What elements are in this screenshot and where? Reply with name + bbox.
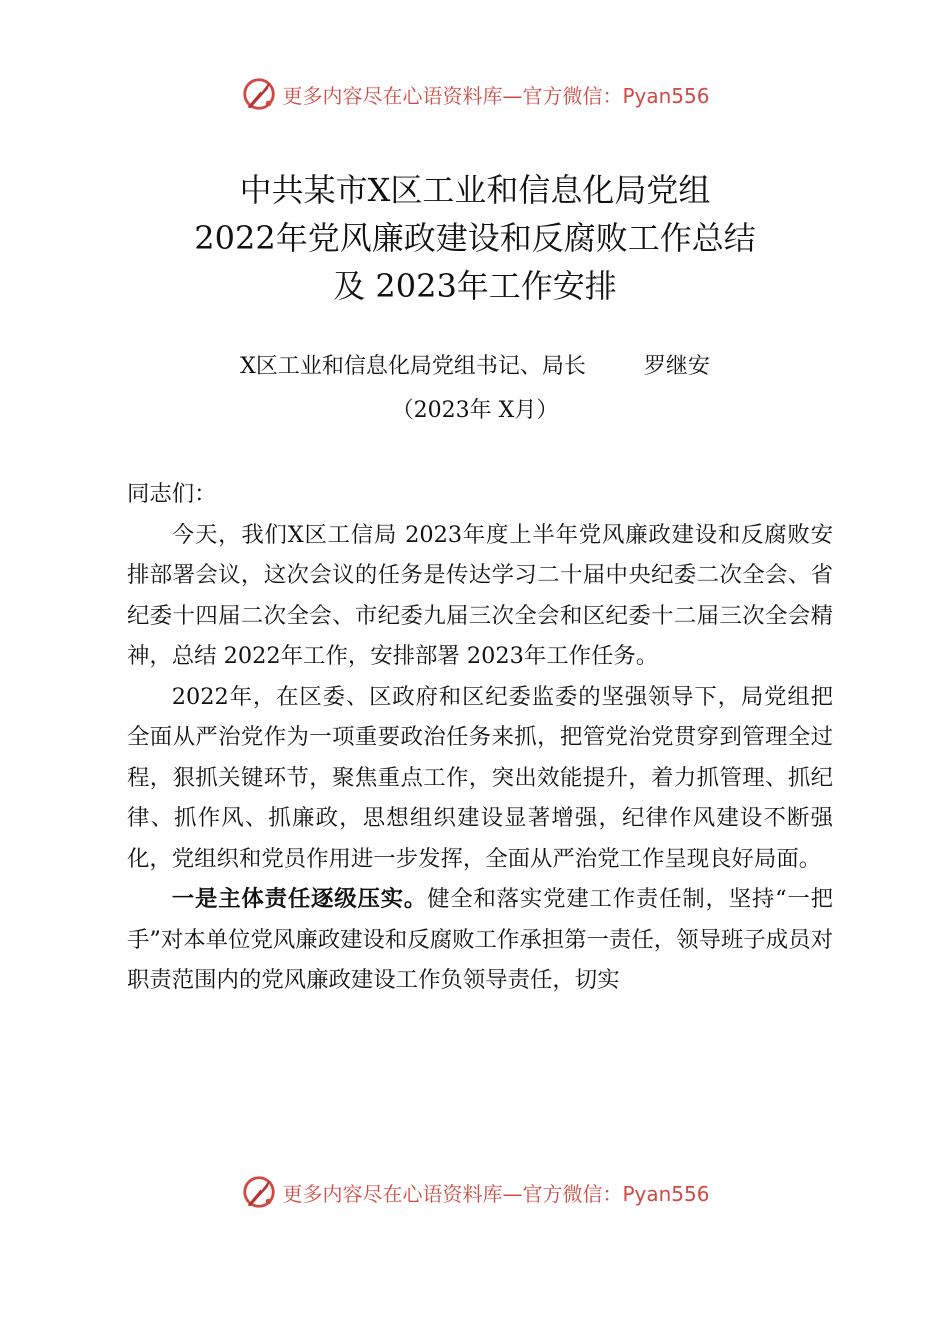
title-line: 中共某市X区工业和信息化局党组 (239, 171, 711, 209)
paragraph (127, 879, 833, 1001)
author-role: X区工业和信息化局党组书记、局长 (240, 354, 586, 379)
document-body (127, 474, 833, 1001)
paragraph: 今天，我们X区工信局 2023年度上半年党风廉政建设和反腐败安排部署会议，这次会议的任务是传达学习二十届中央纪委二次全会、省纪委十四届二次全会、市纪委九届三次全会和区纪委十二届三次全会精神，总结 2022年工作，安排部署 2023年工作任务。 (127, 521, 833, 669)
footer-watermark (0, 1170, 950, 1214)
quill-pen-logo-icon (240, 1173, 278, 1211)
paragraph-text: 健全和落实党建工作责任制，坚持“一把手”对本单位党风廉政建设和反腐败工作承担第一责任，领导班子成员对职责范围内的党风廉政建设工作负领导责任，切实 (127, 886, 834, 993)
author-line (0, 348, 950, 386)
title-line: 及 2023年工作安排 (333, 267, 617, 305)
paragraph: 2022年，在区委、区政府和区纪委监委的坚强领导下，局党组把全面从严治党作为一项重要政治任务来抓，把管党治党贯穿到管理全过程，狠抓关键环节，聚焦重点工作，突出效能提升，着力抓管理、抓纪律、抓作风、抓廉政，思想组织建设显著增强，纪律作风建设不断强化，党组织和党员作用进一步发挥，全面从严治党工作呈现良好局面。 (127, 683, 833, 872)
quill-pen-logo-icon (240, 75, 278, 113)
watermark-text: 更多内容尽在心语资料库—官方微信：Pyan556 (282, 1181, 710, 1206)
title-line: 2022年党风廉政建设和反腐败工作总结 (194, 219, 756, 257)
document-date: （2023年 X月） (391, 398, 559, 423)
header-watermark (0, 72, 950, 116)
author-name: 罗继安 (643, 354, 710, 379)
document-title (0, 166, 950, 310)
salutation: 同志们： (127, 481, 217, 507)
paragraph-lead: 一是主体责任逐级压实。 (171, 886, 428, 912)
watermark-text: 更多内容尽在心语资料库—官方微信：Pyan556 (282, 83, 710, 108)
